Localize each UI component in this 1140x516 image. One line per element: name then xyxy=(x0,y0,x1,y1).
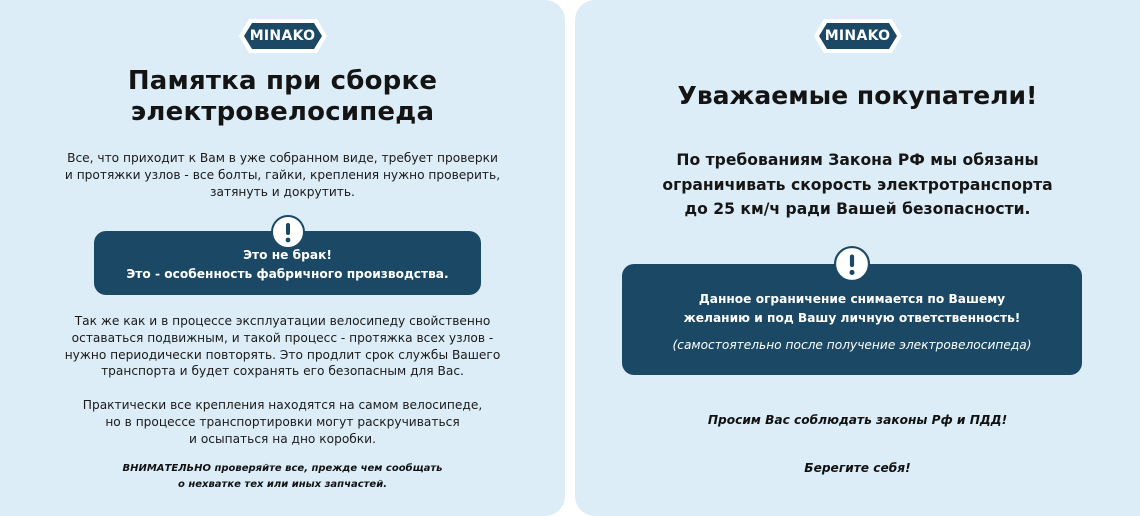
page-title xyxy=(0,66,565,128)
exclamation-icon xyxy=(834,246,870,282)
intro-paragraph xyxy=(40,150,525,200)
text-line: и осыпаться на дно коробки. xyxy=(189,431,376,446)
text-line: и протяжки узлов - все болты, гайки, крепления нужно проверить, xyxy=(64,167,501,182)
text-line: нужно периодически повторять. Это продлит срок службы Вашего xyxy=(64,347,501,362)
assembly-memo-panel xyxy=(0,0,565,516)
title-line: Памятка при сборке xyxy=(127,66,438,96)
attention-note xyxy=(30,461,535,493)
page-title: Уважаемые покупатели! xyxy=(677,81,1038,110)
law-paragraph xyxy=(615,148,1100,222)
take-care-text: Берегите себя! xyxy=(804,461,911,475)
text-line: транспорта и будет сохранять его безопасным для Вас. xyxy=(101,364,464,379)
callout-line: Это не брак! xyxy=(243,248,332,262)
callout-line: Данное ограничение снимается по Вашему xyxy=(698,292,1006,306)
text-line: оставаться подвижным, и такой процесс - протяжка всех узлов - xyxy=(71,330,494,345)
callout-line: желанию и под Вашу личную ответственность! xyxy=(683,310,1021,325)
text-line: Так же как и в процессе эксплуатации велосипеду свойственно xyxy=(74,314,491,328)
logo-text: MINAKO xyxy=(824,28,891,44)
text-line: По требованиям Закона РФ мы обязаны xyxy=(676,151,1039,169)
limit-removal-callout xyxy=(622,264,1082,375)
callout-line: Это - особенность фабричного производства. xyxy=(126,266,449,281)
minako-logo xyxy=(813,18,903,54)
speed-limit-panel xyxy=(575,0,1140,516)
note-line: о нехватке тех или иных запчастей. xyxy=(177,479,388,490)
law-reminder: Просим Вас соблюдать законы Рф и ПДД! xyxy=(707,413,1008,427)
text-line: затянуть и докрутить. xyxy=(210,184,355,199)
text-line: но в процессе транспортировки могут раскручиваться xyxy=(105,414,460,429)
title-line: электровелосипеда xyxy=(130,97,435,127)
note-line: ВНИМАТЕЛЬНО проверяйте все, прежде чем сообщать xyxy=(122,463,443,474)
fasteners-paragraph xyxy=(40,397,525,447)
text-line: Все, что приходит к Вам в уже собранном виде, требует проверки xyxy=(67,151,498,165)
text-line: Практически все крепления находятся на самом велосипеде, xyxy=(82,398,483,412)
exclamation-icon xyxy=(271,215,305,249)
minako-logo xyxy=(238,18,328,54)
logo-text: MINAKO xyxy=(249,28,316,44)
text-line: до 25 км/ч ради Вашей безопасности. xyxy=(684,200,1031,218)
text-line: ограничивать скорость электротранспорта xyxy=(662,175,1053,194)
callout-italic-note: (самостоятельно после получение электровелосипеда) xyxy=(672,338,1032,352)
maintenance-paragraph xyxy=(40,313,525,380)
not-defect-callout xyxy=(94,231,481,295)
